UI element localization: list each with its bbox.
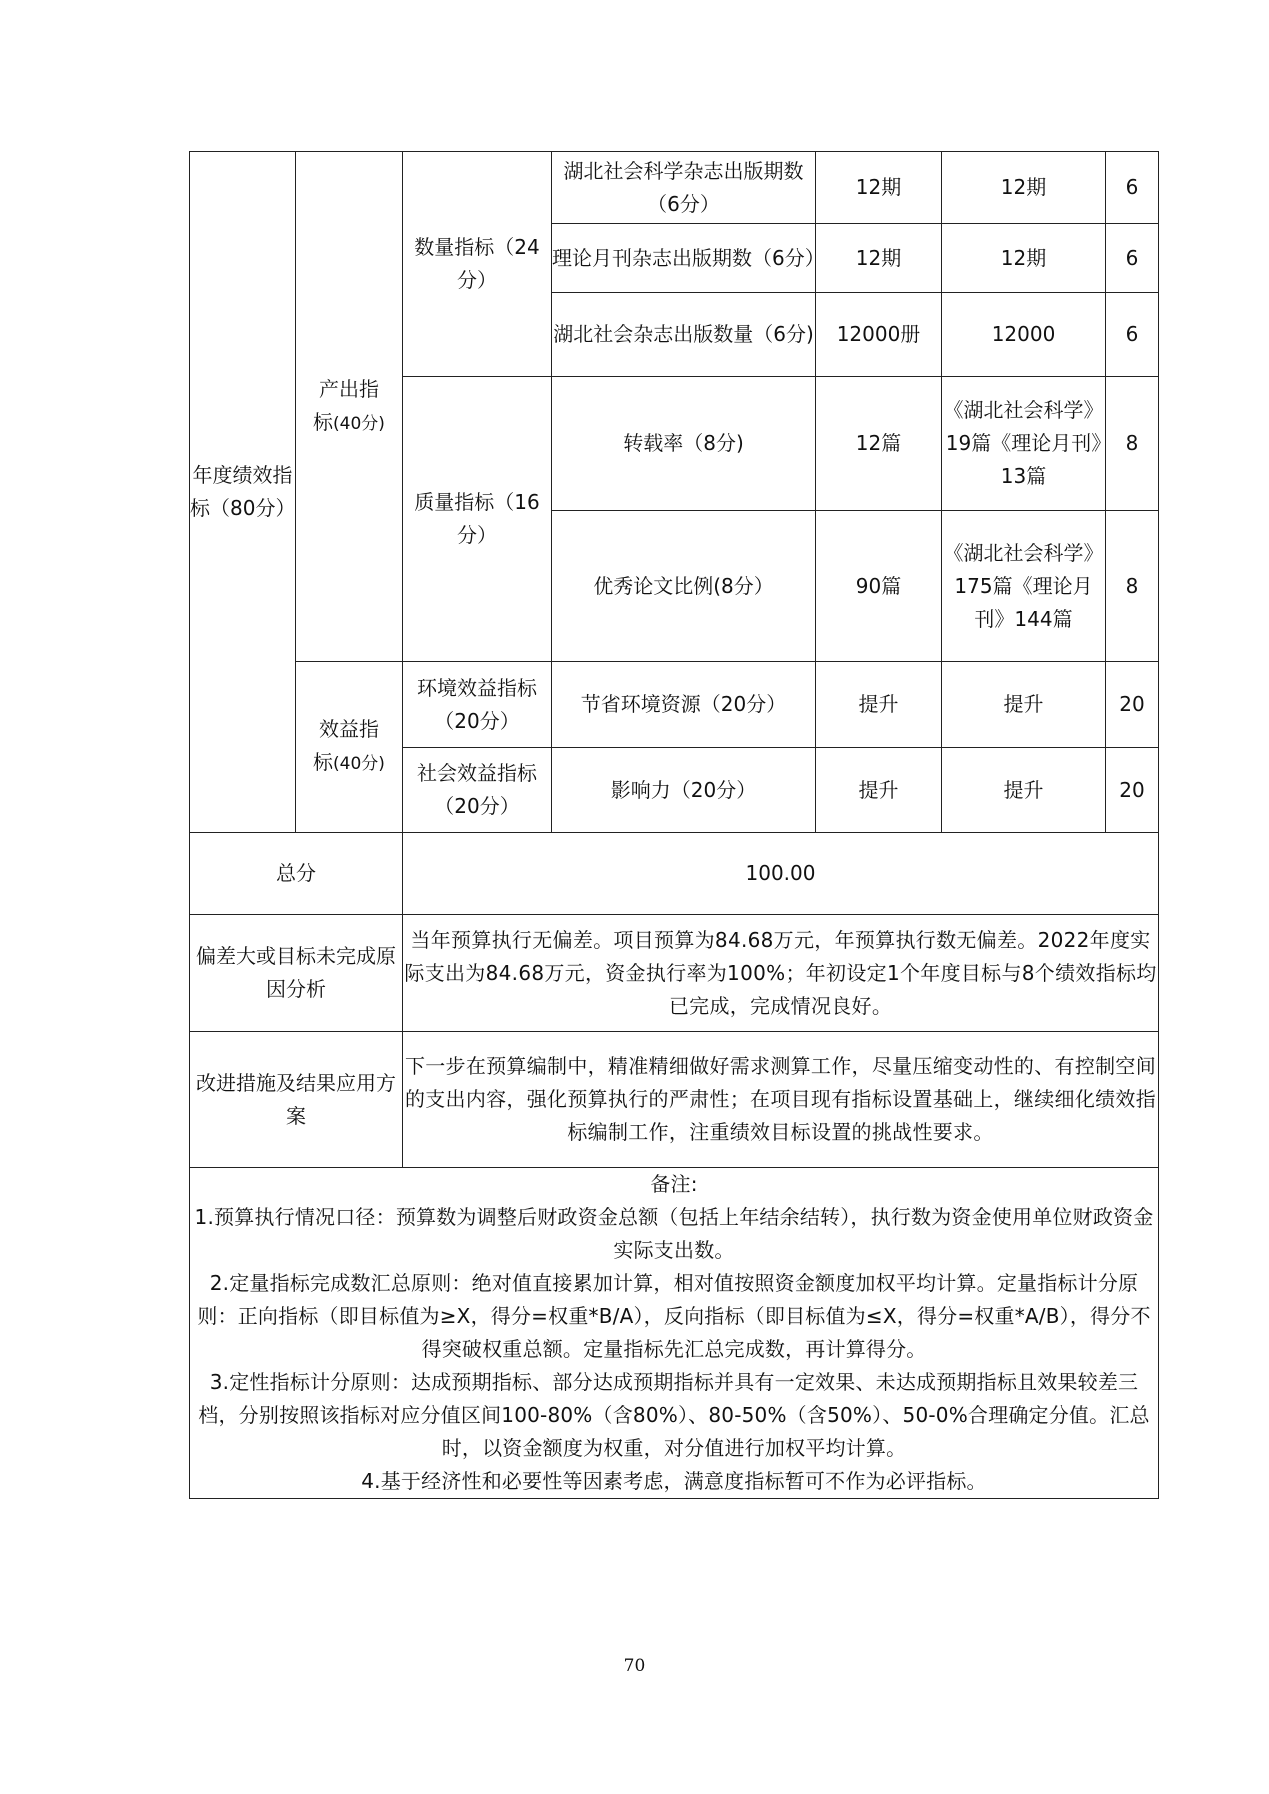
indicator-name: 湖北社会科学杂志出版期数（6分） — [552, 152, 816, 224]
page-number: 70 — [623, 1656, 646, 1676]
deviation-text: 当年预算执行无偏差。项目预算为84.68万元，年预算执行数无偏差。2022年度实际支出为84.68万元，资金执行率为100%；年初设定1个年度目标与8个绩效指标均已完成，完成情况良好。 — [403, 915, 1159, 1032]
table-row — [190, 1168, 1159, 1499]
indicator-name: 影响力（20分） — [552, 748, 816, 833]
annual-indicator-cell: 年度绩效指标（80分） — [190, 152, 296, 833]
score-value: 8 — [1106, 377, 1159, 511]
indicator-name: 湖北社会杂志出版数量（6分) — [552, 293, 816, 377]
note-item: 4.基于经济性和必要性等因素考虑，满意度指标暂可不作为必评指标。 — [361, 1469, 987, 1493]
table-row — [190, 915, 1159, 1032]
note-item: 1.预算执行情况口径：预算数为调整后财政资金总额（包括上年结余结转），执行数为资金使用单位财政资金实际支出数。 — [194, 1205, 1154, 1262]
actual-value: 《湖北社会科学》19篇《理论月刊》13篇 — [942, 377, 1106, 511]
target-value: 提升 — [816, 662, 942, 748]
total-value: 100.00 — [403, 833, 1159, 915]
indicator-name: 理论月刊杂志出版期数（6分） — [552, 224, 816, 293]
benefit-indicator-score: (40分) — [333, 754, 385, 774]
score-value: 20 — [1106, 748, 1159, 833]
deviation-label: 偏差大或目标未完成原因分析 — [190, 915, 403, 1032]
target-value: 12篇 — [816, 377, 942, 511]
output-indicator-cell — [296, 152, 403, 662]
indicator-name: 节省环境资源（20分） — [552, 662, 816, 748]
actual-value: 提升 — [942, 748, 1106, 833]
note-item: 3.定性指标计分原则：达成预期指标、部分达成预期指标并具有一定效果、未达成预期指标且效果较差三档，分别按照该指标对应分值区间100-80%（含80%）、80-50%（含50%）、50-0%合理确定分值。汇总时，以资金额度为权重，对分值进行加权平均计算。 — [198, 1370, 1150, 1460]
improvement-label: 改进措施及结果应用方案 — [190, 1032, 403, 1168]
notes-cell — [190, 1168, 1159, 1499]
output-indicator-label-b: 标 — [313, 409, 334, 434]
table-row — [190, 833, 1159, 915]
quantity-indicator-cell: 数量指标（24分） — [403, 152, 552, 377]
total-label: 总分 — [190, 833, 403, 915]
target-value: 提升 — [816, 748, 942, 833]
performance-table — [189, 151, 1159, 1499]
score-value: 20 — [1106, 662, 1159, 748]
benefit-indicator-label-b: 标 — [313, 750, 334, 774]
output-indicator-score: (40分) — [333, 413, 385, 434]
actual-value: 12期 — [942, 224, 1106, 293]
environment-benefit-cell: 环境效益指标（20分） — [403, 662, 552, 748]
target-value: 90篇 — [816, 511, 942, 662]
notes-heading: 备注: — [650, 1172, 698, 1196]
table-row — [190, 1032, 1159, 1168]
social-benefit-cell: 社会效益指标（20分） — [403, 748, 552, 833]
target-value: 12000册 — [816, 293, 942, 377]
actual-value: 12000 — [942, 293, 1106, 377]
benefit-indicator-label-a: 效益指 — [319, 717, 379, 741]
actual-value: 12期 — [942, 152, 1106, 224]
actual-value: 提升 — [942, 662, 1106, 748]
table-row — [190, 662, 1159, 748]
benefit-indicator-cell — [296, 662, 403, 833]
table-row — [190, 152, 1159, 224]
note-item: 2.定量指标完成数汇总原则：绝对值直接累加计算，相对值按照资金额度加权平均计算。定量指标计分原则：正向指标（即目标值为≥X，得分=权重*B/A），反向指标（即目标值为≤X，得分=权重*A/B），得分不得突破权重总额。定量指标先汇总完成数，再计算得分。 — [197, 1271, 1151, 1361]
output-indicator-label-a: 产出指 — [319, 376, 379, 401]
target-value: 12期 — [816, 152, 942, 224]
actual-value: 《湖北社会科学》175篇《理论月刊》144篇 — [942, 511, 1106, 662]
score-value: 6 — [1106, 293, 1159, 377]
score-value: 6 — [1106, 224, 1159, 293]
improvement-text: 下一步在预算编制中，精准精细做好需求测算工作，尽量压缩变动性的、有控制空间的支出内容，强化预算执行的严肃性；在项目现有指标设置基础上，继续细化绩效指标编制工作，注重绩效目标设置的挑战性要求。 — [403, 1032, 1159, 1168]
quality-indicator-cell: 质量指标（16分） — [403, 377, 552, 662]
indicator-name: 转载率（8分) — [552, 377, 816, 511]
indicator-name: 优秀论文比例(8分） — [552, 511, 816, 662]
score-value: 8 — [1106, 511, 1159, 662]
score-value: 6 — [1106, 152, 1159, 224]
target-value: 12期 — [816, 224, 942, 293]
